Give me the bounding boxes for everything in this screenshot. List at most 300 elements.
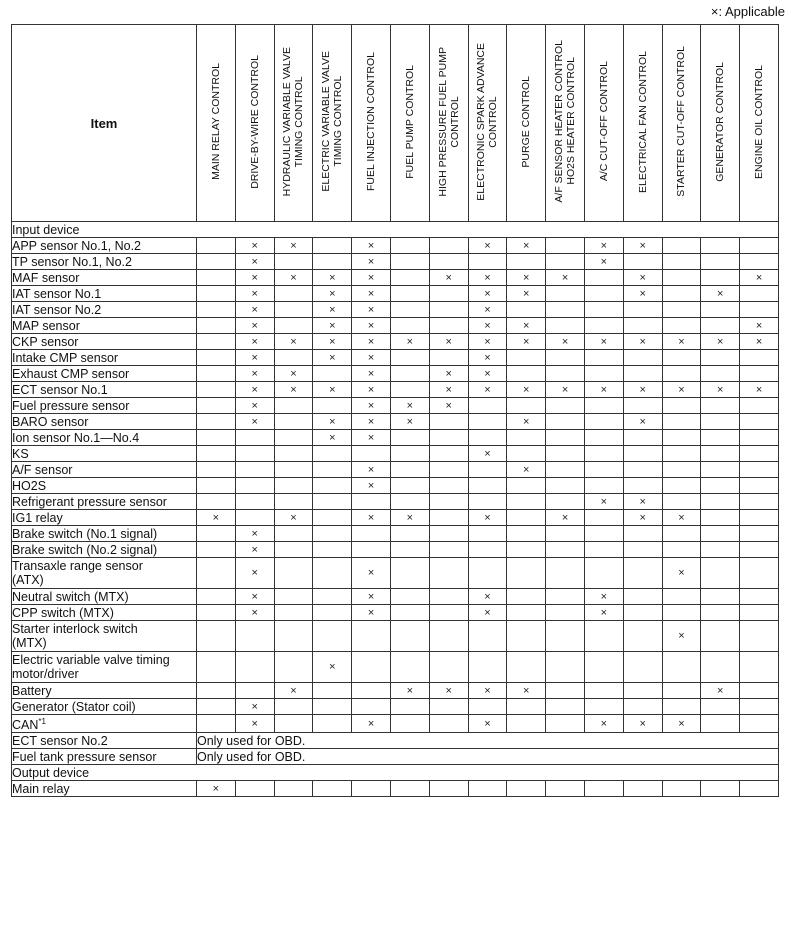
column-header-label: ENGINE OIL CONTROL — [753, 64, 766, 179]
empty-cell — [701, 526, 740, 542]
empty-cell — [546, 254, 585, 270]
applicable-mark: × — [390, 398, 429, 414]
empty-cell — [429, 589, 468, 605]
applicable-mark: × — [429, 270, 468, 286]
row-label — [12, 302, 197, 318]
empty-cell — [662, 286, 701, 302]
section-label: Input device — [12, 222, 779, 238]
applicable-mark: × — [235, 318, 274, 334]
row-label — [12, 350, 197, 366]
empty-cell — [468, 621, 507, 652]
row-label — [12, 749, 197, 765]
row-label-text: Brake switch (No.1 signal) — [12, 526, 158, 541]
empty-cell — [468, 494, 507, 510]
empty-cell — [623, 446, 662, 462]
applicable-mark: × — [662, 715, 701, 733]
empty-cell — [352, 446, 391, 462]
applicable-mark: × — [235, 715, 274, 733]
empty-cell — [274, 652, 313, 683]
applicable-mark: × — [274, 270, 313, 286]
row-label — [12, 733, 197, 749]
empty-cell — [740, 398, 779, 414]
column-header — [662, 25, 701, 222]
empty-cell — [507, 254, 546, 270]
empty-cell — [274, 302, 313, 318]
empty-cell — [235, 494, 274, 510]
empty-cell — [468, 652, 507, 683]
empty-cell — [313, 781, 352, 797]
applicable-mark: × — [235, 414, 274, 430]
empty-cell — [274, 318, 313, 334]
empty-cell — [584, 526, 623, 542]
empty-cell — [274, 254, 313, 270]
empty-cell — [235, 652, 274, 683]
applicable-mark: × — [740, 318, 779, 334]
row-label-text: Exhaust CMP sensor — [12, 366, 130, 381]
empty-cell — [507, 446, 546, 462]
applicable-mark: × — [701, 334, 740, 350]
empty-cell — [740, 781, 779, 797]
empty-cell — [390, 542, 429, 558]
empty-cell — [584, 478, 623, 494]
column-header-label: PURGE CONTROL — [520, 75, 533, 168]
empty-cell — [740, 446, 779, 462]
row-label-text: Refrigerant pressure sensor — [12, 494, 167, 509]
empty-cell — [701, 542, 740, 558]
empty-cell — [197, 414, 236, 430]
empty-cell — [429, 446, 468, 462]
applicable-mark: × — [468, 605, 507, 621]
empty-cell — [197, 286, 236, 302]
empty-cell — [701, 254, 740, 270]
applicable-mark: × — [468, 302, 507, 318]
empty-cell — [313, 366, 352, 382]
column-header-label: GENERATOR CONTROL — [714, 61, 727, 182]
column-header — [507, 25, 546, 222]
row-label-text: Neutral switch (MTX) — [12, 589, 129, 604]
empty-cell — [584, 414, 623, 430]
empty-cell — [468, 414, 507, 430]
table-row — [12, 715, 779, 733]
table-row — [12, 652, 779, 683]
table-row — [12, 558, 779, 589]
empty-cell — [507, 510, 546, 526]
empty-cell — [662, 462, 701, 478]
applicable-mark: × — [507, 462, 546, 478]
applicable-mark: × — [468, 350, 507, 366]
row-label — [12, 494, 197, 510]
empty-cell — [662, 542, 701, 558]
empty-cell — [546, 526, 585, 542]
empty-cell — [740, 302, 779, 318]
empty-cell — [623, 462, 662, 478]
applicable-mark: × — [468, 446, 507, 462]
row-label-text: CPP switch (MTX) — [12, 605, 114, 620]
empty-cell — [468, 526, 507, 542]
empty-cell — [623, 430, 662, 446]
applicable-mark: × — [235, 398, 274, 414]
applicable-mark: × — [507, 414, 546, 430]
empty-cell — [701, 652, 740, 683]
applicable-mark: × — [197, 781, 236, 797]
applicable-mark: × — [235, 558, 274, 589]
empty-cell — [662, 302, 701, 318]
empty-cell — [313, 446, 352, 462]
row-label — [12, 398, 197, 414]
table-row — [12, 366, 779, 382]
empty-cell — [197, 605, 236, 621]
empty-cell — [429, 286, 468, 302]
empty-cell — [701, 715, 740, 733]
empty-cell — [197, 715, 236, 733]
empty-cell — [701, 621, 740, 652]
empty-cell — [507, 699, 546, 715]
empty-cell — [235, 781, 274, 797]
row-label-text: A/F sensor — [12, 462, 73, 477]
empty-cell — [429, 414, 468, 430]
empty-cell — [313, 238, 352, 254]
column-header — [274, 25, 313, 222]
empty-cell — [584, 510, 623, 526]
table-row — [12, 398, 779, 414]
applicable-mark: × — [662, 382, 701, 398]
empty-cell — [235, 683, 274, 699]
empty-cell — [429, 254, 468, 270]
applicable-mark: × — [313, 350, 352, 366]
empty-cell — [507, 605, 546, 621]
applicable-mark: × — [274, 510, 313, 526]
empty-cell — [623, 683, 662, 699]
applicable-mark: × — [235, 589, 274, 605]
empty-cell — [701, 558, 740, 589]
empty-cell — [429, 621, 468, 652]
row-label-text: Generator (Stator coil) — [12, 699, 136, 714]
row-label-text: Electric variable valve timing motor/driver — [12, 653, 170, 681]
row-label — [12, 715, 197, 733]
empty-cell — [740, 238, 779, 254]
empty-cell — [197, 398, 236, 414]
empty-cell — [546, 462, 585, 478]
applicable-mark: × — [584, 494, 623, 510]
empty-cell — [352, 494, 391, 510]
applicable-mark: × — [197, 510, 236, 526]
empty-cell — [429, 302, 468, 318]
row-label-text: Starter interlock switch (MTX) — [12, 622, 138, 650]
empty-cell — [701, 350, 740, 366]
empty-cell — [740, 510, 779, 526]
table-row — [12, 270, 779, 286]
empty-cell — [313, 683, 352, 699]
applicable-mark: × — [352, 430, 391, 446]
empty-cell — [352, 699, 391, 715]
empty-cell — [662, 589, 701, 605]
applicable-mark: × — [352, 605, 391, 621]
empty-cell — [274, 478, 313, 494]
applicable-mark: × — [429, 398, 468, 414]
section-row — [12, 765, 779, 781]
column-header — [313, 25, 352, 222]
applicable-mark: × — [507, 318, 546, 334]
row-label-text: MAF sensor — [12, 270, 80, 285]
empty-cell — [274, 446, 313, 462]
empty-cell — [701, 589, 740, 605]
legend-applicable: ×: Applicable — [710, 4, 785, 19]
applicable-mark: × — [274, 238, 313, 254]
applicable-mark: × — [429, 683, 468, 699]
applicable-mark: × — [352, 270, 391, 286]
applicable-mark: × — [468, 382, 507, 398]
empty-cell — [313, 589, 352, 605]
applicable-mark: × — [313, 652, 352, 683]
empty-cell — [274, 621, 313, 652]
empty-cell — [352, 526, 391, 542]
applicable-mark: × — [468, 318, 507, 334]
empty-cell — [662, 781, 701, 797]
empty-cell — [313, 621, 352, 652]
empty-cell — [390, 478, 429, 494]
applicable-mark: × — [584, 715, 623, 733]
empty-cell — [507, 589, 546, 605]
applicable-mark: × — [701, 286, 740, 302]
empty-cell — [701, 478, 740, 494]
empty-cell — [740, 526, 779, 542]
empty-cell — [390, 699, 429, 715]
applicable-mark: × — [235, 542, 274, 558]
applicable-mark: × — [274, 334, 313, 350]
applicable-mark: × — [468, 334, 507, 350]
row-label — [12, 254, 197, 270]
empty-cell — [740, 254, 779, 270]
empty-cell — [701, 366, 740, 382]
empty-cell — [701, 318, 740, 334]
empty-cell — [623, 478, 662, 494]
applicable-mark: × — [507, 683, 546, 699]
empty-cell — [390, 350, 429, 366]
empty-cell — [468, 699, 507, 715]
column-header-label: HIGH PRESSURE FUEL PUMP CONTROL — [436, 46, 461, 197]
empty-cell — [662, 254, 701, 270]
row-label — [12, 699, 197, 715]
column-header — [546, 25, 585, 222]
row-label — [12, 510, 197, 526]
row-label-text: APP sensor No.1, No.2 — [12, 238, 142, 253]
empty-cell — [740, 462, 779, 478]
empty-cell — [313, 558, 352, 589]
applicable-mark: × — [352, 350, 391, 366]
empty-cell — [740, 366, 779, 382]
empty-cell — [507, 715, 546, 733]
empty-cell — [390, 621, 429, 652]
empty-cell — [662, 270, 701, 286]
empty-cell — [701, 430, 740, 446]
empty-cell — [197, 334, 236, 350]
applicable-mark: × — [584, 238, 623, 254]
empty-cell — [584, 366, 623, 382]
empty-cell — [584, 430, 623, 446]
row-label-text: ECT sensor No.1 — [12, 382, 108, 397]
empty-cell — [507, 302, 546, 318]
empty-cell — [390, 318, 429, 334]
applicable-mark: × — [274, 366, 313, 382]
empty-cell — [197, 462, 236, 478]
row-label — [12, 526, 197, 542]
applicable-mark: × — [740, 382, 779, 398]
column-header — [429, 25, 468, 222]
table-row — [12, 699, 779, 715]
empty-cell — [507, 652, 546, 683]
empty-cell — [313, 699, 352, 715]
empty-cell — [584, 652, 623, 683]
note-cell: Only used for OBD. — [197, 733, 779, 749]
column-header-label: DRIVE-BY-WIRE CONTROL — [248, 54, 261, 189]
empty-cell — [197, 494, 236, 510]
empty-cell — [740, 652, 779, 683]
table-row — [12, 446, 779, 462]
row-label — [12, 462, 197, 478]
empty-cell — [546, 318, 585, 334]
applicable-mark: × — [313, 382, 352, 398]
empty-cell — [197, 318, 236, 334]
empty-cell — [197, 270, 236, 286]
empty-cell — [197, 382, 236, 398]
empty-cell — [235, 510, 274, 526]
empty-cell — [390, 270, 429, 286]
table-row — [12, 382, 779, 398]
empty-cell — [546, 286, 585, 302]
column-header-label: A/C CUT-OFF CONTROL — [597, 61, 610, 182]
empty-cell — [429, 715, 468, 733]
empty-cell — [584, 542, 623, 558]
empty-cell — [274, 286, 313, 302]
applicable-mark: × — [235, 366, 274, 382]
applicable-mark: × — [235, 699, 274, 715]
table-row — [12, 478, 779, 494]
empty-cell — [197, 699, 236, 715]
empty-cell — [584, 350, 623, 366]
applicable-mark: × — [584, 605, 623, 621]
applicable-mark: × — [623, 414, 662, 430]
empty-cell — [546, 238, 585, 254]
empty-cell — [274, 526, 313, 542]
empty-cell — [623, 366, 662, 382]
empty-cell — [546, 430, 585, 446]
empty-cell — [390, 494, 429, 510]
applicable-mark: × — [235, 350, 274, 366]
applicable-mark: × — [662, 621, 701, 652]
applicable-mark: × — [546, 334, 585, 350]
applicable-mark: × — [662, 510, 701, 526]
applicable-mark: × — [468, 715, 507, 733]
empty-cell — [197, 542, 236, 558]
applicable-mark: × — [468, 510, 507, 526]
empty-cell — [584, 781, 623, 797]
applicable-mark: × — [623, 286, 662, 302]
empty-cell — [507, 366, 546, 382]
applicable-mark: × — [352, 462, 391, 478]
empty-cell — [546, 446, 585, 462]
empty-cell — [507, 398, 546, 414]
empty-cell — [313, 510, 352, 526]
empty-cell — [662, 699, 701, 715]
applicable-mark: × — [313, 430, 352, 446]
table-row — [12, 510, 779, 526]
empty-cell — [313, 254, 352, 270]
applicable-mark: × — [235, 302, 274, 318]
applicable-mark: × — [352, 286, 391, 302]
empty-cell — [390, 254, 429, 270]
empty-cell — [546, 605, 585, 621]
empty-cell — [546, 781, 585, 797]
empty-cell — [701, 270, 740, 286]
applicable-mark: × — [313, 270, 352, 286]
control-matrix-table — [11, 24, 779, 797]
table-row — [12, 605, 779, 621]
empty-cell — [390, 781, 429, 797]
empty-cell — [623, 781, 662, 797]
empty-cell — [546, 398, 585, 414]
row-label — [12, 781, 197, 797]
empty-cell — [352, 683, 391, 699]
row-label — [12, 605, 197, 621]
empty-cell — [507, 621, 546, 652]
applicable-mark: × — [584, 589, 623, 605]
row-label — [12, 238, 197, 254]
column-header-label: STARTER CUT-OFF CONTROL — [675, 46, 688, 197]
empty-cell — [584, 621, 623, 652]
empty-cell — [274, 398, 313, 414]
applicable-mark: × — [623, 494, 662, 510]
empty-cell — [623, 652, 662, 683]
section-label: Output device — [12, 765, 779, 781]
applicable-mark: × — [352, 510, 391, 526]
row-label — [12, 334, 197, 350]
table-row — [12, 589, 779, 605]
applicable-mark: × — [352, 478, 391, 494]
empty-cell — [623, 699, 662, 715]
empty-cell — [313, 542, 352, 558]
empty-cell — [197, 589, 236, 605]
row-label-text: Transaxle range sensor (ATX) — [12, 559, 143, 587]
empty-cell — [701, 605, 740, 621]
table-row — [12, 621, 779, 652]
empty-cell — [390, 238, 429, 254]
row-label-text: MAP sensor — [12, 318, 80, 333]
empty-cell — [701, 238, 740, 254]
empty-cell — [235, 478, 274, 494]
applicable-mark: × — [313, 334, 352, 350]
empty-cell — [623, 621, 662, 652]
applicable-mark: × — [468, 270, 507, 286]
empty-cell — [390, 302, 429, 318]
empty-cell — [429, 478, 468, 494]
applicable-mark: × — [584, 334, 623, 350]
column-header-label: ELECTRIC VARIABLE VALVE TIMING CONTROL — [320, 51, 345, 192]
empty-cell — [313, 462, 352, 478]
empty-cell — [701, 510, 740, 526]
empty-cell — [740, 350, 779, 366]
empty-cell — [662, 526, 701, 542]
row-label — [12, 478, 197, 494]
applicable-mark: × — [507, 238, 546, 254]
empty-cell — [390, 652, 429, 683]
row-label-text: IAT sensor No.2 — [12, 302, 102, 317]
empty-cell — [584, 446, 623, 462]
empty-cell — [429, 238, 468, 254]
empty-cell — [701, 781, 740, 797]
empty-cell — [662, 350, 701, 366]
applicable-mark: × — [235, 334, 274, 350]
column-header-label: HYDRAULIC VARIABLE VALVE TIMING CONTROL — [281, 46, 306, 197]
